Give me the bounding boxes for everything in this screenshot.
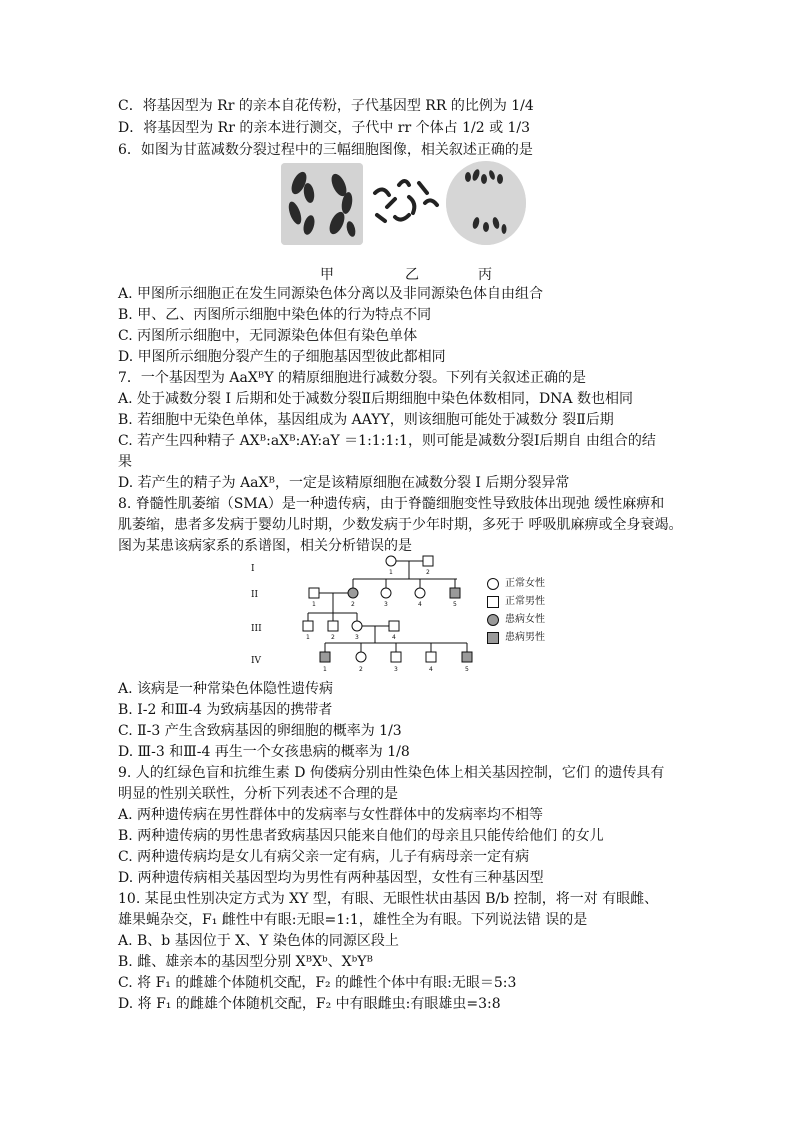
q8-option-c: C. Ⅱ-3 产生含致病基因的卵细胞的概率为 1/3 xyxy=(118,723,402,739)
svg-text:1: 1 xyxy=(323,666,327,673)
q7-stem: 7．一个基因型为 AaXᴮY 的精原细胞进行减数分裂。下列有关叙述正确的是 xyxy=(118,370,586,386)
svg-text:2: 2 xyxy=(426,569,430,576)
q8-option-b: B. Ⅰ-2 和Ⅲ-4 为致病基因的携带者 xyxy=(118,702,333,718)
normal-female-symbol-icon xyxy=(487,578,499,590)
q8-stem-line2: 肌萎缩，患者多发病于婴幼儿时期，少数发病于少年时期，多死于 呼吸肌麻痹或全身衰竭。 xyxy=(118,517,683,533)
normal-male-symbol-icon xyxy=(487,596,499,608)
micrograph-jia xyxy=(281,163,363,245)
q7-option-b: B. 若细胞中无染色单体，基因组成为 AAYY，则该细胞可能处于减数分 裂Ⅱ后期 xyxy=(118,412,614,428)
q9-stem-line1: 9. 人的红绿色盲和抗维生素 D 佝偻病分别由性染色体上相关基因控制，它们 的遗传具有 xyxy=(118,765,665,781)
svg-text:4: 4 xyxy=(392,634,396,641)
svg-text:3: 3 xyxy=(355,634,359,641)
q7-option-d: D. 若产生的精子为 AaXᴮ，一定是该精原细胞在减数分裂 Ⅰ 后期分裂异常 xyxy=(118,475,570,491)
svg-text:3: 3 xyxy=(384,601,388,608)
micrograph-jia-image xyxy=(281,163,363,245)
svg-text:4: 4 xyxy=(418,601,422,608)
gen-label-4: IV xyxy=(251,656,262,666)
q10-stem-line2: 雄果蝇杂交，F₁ 雌性中有眼:无眼=1:1，雄性全为有眼。下列说法错 误的是 xyxy=(118,912,588,928)
legend-label: 患病男性 xyxy=(505,632,545,643)
q10-option-d: D. 将 F₁ 的雌雄个体随机交配，F₂ 中有眼雌虫:有眼雄虫=3:8 xyxy=(118,996,501,1012)
q6-option-b: B. 甲、乙、丙图所示细胞中染色体的行为特点不同 xyxy=(118,307,432,323)
q10-option-b: B. 雌、雄亲本的基因型分别 XᴮXᵇ、XᵇYᴮ xyxy=(118,954,373,970)
q6-option-a: A. 甲图所示细胞正在发生同源染色体分离以及非同源染色体自由组合 xyxy=(118,286,544,302)
q8-stem-line3: 图为某患该病家系的系谱图，相关分析错误的是 xyxy=(118,538,412,554)
q10-option-a: A. B、b 基因位于 X、Y 染色体的同源区段上 xyxy=(118,933,399,949)
svg-text:4: 4 xyxy=(429,666,433,673)
micrograph-bing-image xyxy=(446,161,526,245)
affected-male-symbol-icon xyxy=(487,632,499,644)
q9-stem-line2: 明显的性别关联性，分析下列表述不合理的是 xyxy=(118,786,398,802)
micrograph-label-bing: 丙 xyxy=(478,267,492,283)
q8-option-d: D. Ⅲ-3 和Ⅲ-4 再生一个女孩患病的概率为 1/8 xyxy=(118,744,410,760)
q6-option-d: D. 甲图所示细胞分裂产生的子细胞基因型彼此都相同 xyxy=(118,349,446,365)
q7-option-c-line1: C. 若产生四种精子 AXᴮ:aXᴮ:AY:aY ＝1:1:1:1，则可能是减数分裂Ⅰ后期自 由组合的结 xyxy=(118,433,656,449)
q8-stem-line1: 8. 脊髓性肌萎缩（SMA）是一种遗传病，由于脊髓细胞变性导致肢体出现弛 缓性麻痹和 xyxy=(118,496,665,512)
legend-label: 患病女性 xyxy=(505,614,545,625)
q7-option-c-line2: 果 xyxy=(118,454,132,470)
q5-option-c: C．将基因型为 Rr 的亲本自花传粉，子代基因型 RR 的比例为 1/4 xyxy=(118,98,534,114)
svg-text:1: 1 xyxy=(312,601,316,608)
gen-label-2: II xyxy=(251,590,259,600)
svg-text:2: 2 xyxy=(331,634,335,641)
legend-label: 正常女性 xyxy=(505,578,545,589)
q9-option-d: D. 两种遗传病相关基因型均为男性有两种基因型，女性有三种基因型 xyxy=(118,870,544,886)
gen-label-3: III xyxy=(251,624,262,634)
svg-text:3: 3 xyxy=(394,666,398,673)
legend-affected-male xyxy=(487,629,545,647)
q10-stem-line1: 10. 某昆虫性别决定方式为 XY 型，有眼、无眼性状由基因 B/b 控制，将一对 有眼雌、 xyxy=(118,891,659,907)
svg-text:2: 2 xyxy=(359,666,363,673)
gen-label-1: I xyxy=(251,564,255,574)
micrograph-label-yi: 乙 xyxy=(405,267,419,283)
q5-option-d: D．将基因型为 Rr 的亲本进行测交，子代中 rr 个体占 1/2 或 1/3 xyxy=(118,120,531,136)
q9-option-b: B. 两种遗传病的男性患者致病基因只能来自他们的母亲且只能传给他们 的女儿 xyxy=(118,828,604,844)
q7-option-a: A. 处于减数分裂 Ⅰ 后期和处于减数分裂Ⅱ后期细胞中染色体数相同，DNA 数也相同 xyxy=(118,391,633,407)
micrograph-yi-image xyxy=(365,163,447,245)
q6-option-c: C. 丙图所示细胞中，无同源染色体但有染色单体 xyxy=(118,328,418,344)
svg-text:2: 2 xyxy=(351,601,355,608)
micrograph-bing xyxy=(446,161,526,245)
legend-normal-male xyxy=(487,593,545,611)
legend-normal-female xyxy=(487,575,545,593)
legend-affected-female xyxy=(487,611,545,629)
svg-text:1: 1 xyxy=(306,634,310,641)
affected-female-symbol-icon xyxy=(487,614,499,626)
svg-text:5: 5 xyxy=(453,601,457,608)
svg-text:5: 5 xyxy=(465,666,469,673)
q9-option-a: A. 两种遗传病在男性群体中的发病率与女性群体中的发病率均不相等 xyxy=(118,807,544,823)
svg-text:1: 1 xyxy=(389,569,393,576)
micrograph-label-jia: 甲 xyxy=(320,267,334,283)
legend-label: 正常男性 xyxy=(505,596,545,607)
q6-stem: 6．如图为甘蓝减数分裂过程中的三幅细胞图像，相关叙述正确的是 xyxy=(118,142,533,158)
q9-option-c: C. 两种遗传病均是女儿有病父亲一定有病，儿子有病母亲一定有病 xyxy=(118,849,530,865)
q8-option-a: A. 该病是一种常染色体隐性遗传病 xyxy=(118,681,334,697)
q10-option-c: C. 将 F₁ 的雌雄个体随机交配，F₂ 的雌性个体中有眼:无眼＝5:3 xyxy=(118,975,517,991)
micrograph-yi xyxy=(365,163,447,245)
pedigree-legend xyxy=(487,575,545,647)
